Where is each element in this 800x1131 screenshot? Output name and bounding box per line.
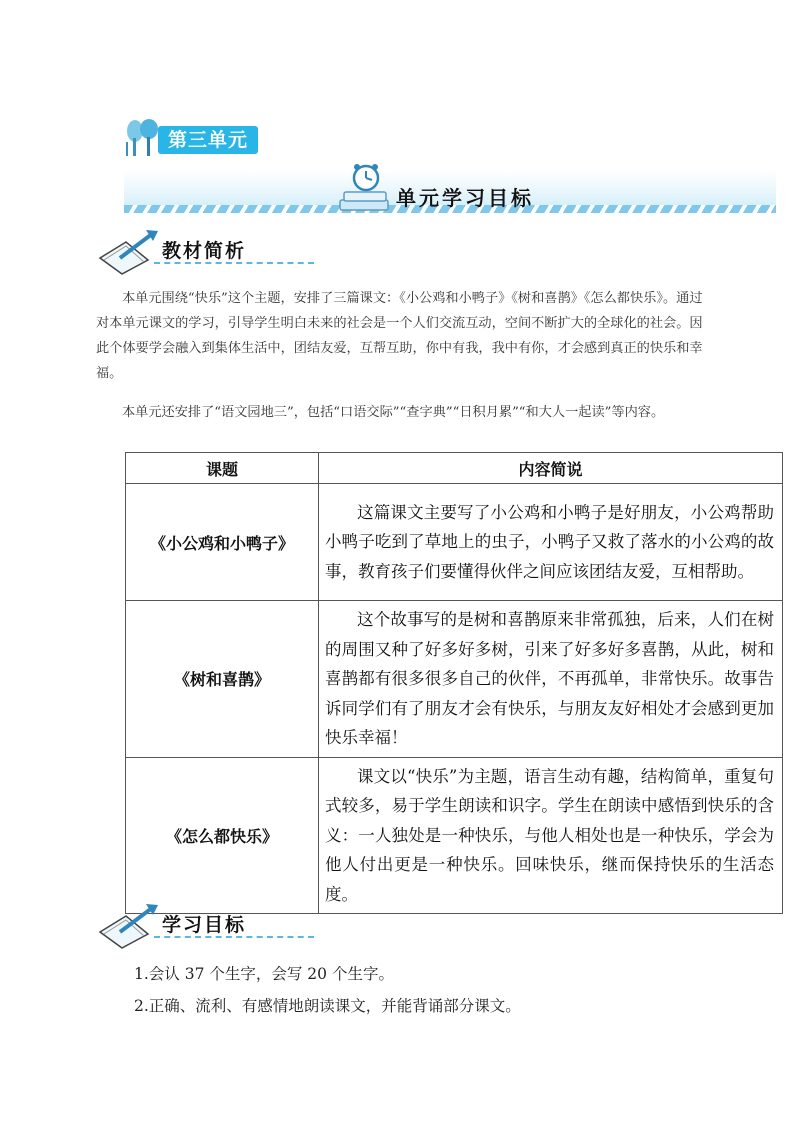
header-desc-cell: 内容简说 <box>319 453 783 484</box>
goal-item: 1.会认 37 个生字，会写 20 个生字。 <box>134 965 394 983</box>
heading-underline <box>154 936 314 938</box>
unit-badge <box>124 118 272 160</box>
unit-goal-header <box>124 160 776 220</box>
table-row <box>126 601 783 758</box>
row-title: 《小公鸡和小鸭子》 <box>126 484 319 601</box>
books-clock-icon <box>336 162 394 214</box>
goals-section-header <box>96 902 336 950</box>
book-arrow-icon <box>96 902 166 950</box>
table-row <box>126 484 783 601</box>
row-title: 《怎么都快乐》 <box>126 757 319 914</box>
content-table <box>125 452 783 914</box>
unit-label: 第三单元 <box>158 126 258 154</box>
row-desc: 课文以“快乐”为主题，语言生动有趣，结构简单，重复句式较多，易于学生朗读和识字。学生在朗读中感悟到快乐的含义：一人独处是一种快乐，与他人相处也是一种快乐，学会为他人付出更是一种快乐。回味快乐，继而保持快乐的生活态度。 <box>319 757 783 914</box>
header-title-cell: 课题 <box>126 453 319 484</box>
goal-item: 2.正确、流利、有感情地朗读课文，并能背诵部分课文。 <box>134 997 521 1015</box>
table-header-row <box>126 453 783 484</box>
table-row <box>126 757 783 914</box>
book-arrow-icon <box>96 228 166 276</box>
heading-underline <box>154 262 314 264</box>
analysis-heading: 教材简析 <box>162 240 247 262</box>
analysis-section-header <box>96 228 336 276</box>
goals-heading: 学习目标 <box>162 914 247 936</box>
row-desc: 这个故事写的是树和喜鹊原来非常孤独，后来，人们在树的周围又种了好多好多树，引来了好多好多喜鹊，从此，树和喜鹊都有很多很多自己的伙伴，不再孤单，非常快乐。故事告诉同学们有了朋友才会有快乐，与朋友友好相处才会感到更加快乐幸福！ <box>319 601 783 758</box>
analysis-paragraph-1: 本单元围绕“快乐”这个主题，安排了三篇课文：《小公鸡和小鸭子》《树和喜鹊》《怎么都快乐》。通过对本单元课文的学习，引导学生明白未来的社会是一个人们交流互动，空间不断扩大的全球化的社会。因此个体要学会融入到集体生活中，团结友爱，互帮互助，你中有我，我中有你，才会感到真正的快乐和幸福。 <box>96 291 703 381</box>
row-desc: 这篇课文主要写了小公鸡和小鸭子是好朋友，小公鸡帮助小鸭子吃到了草地上的虫子，小鸭子又救了落水的小公鸡的故事，教育孩子们要懂得伙伴之间应该团结友爱，互相帮助。 <box>319 484 783 601</box>
analysis-paragraph-2: 本单元还安排了“语文园地三”，包括“口语交际”“查字典”“日积月累”“和大人一起读”等内容。 <box>122 405 665 420</box>
unit-goal-title: 单元学习目标 <box>396 186 534 210</box>
row-title: 《树和喜鹊》 <box>126 601 319 758</box>
